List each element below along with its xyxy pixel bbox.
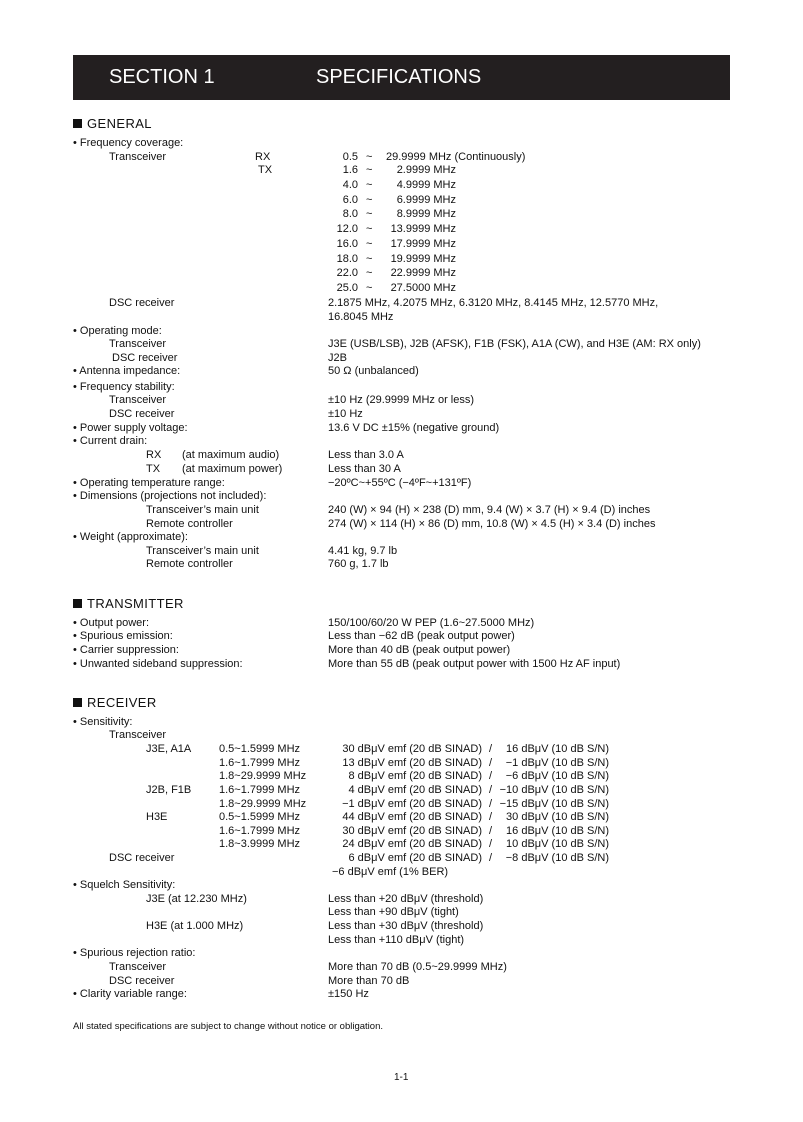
- range-low: 6.0: [342, 194, 358, 206]
- range-high: 2.9999 MHz: [396, 164, 456, 176]
- range-low: 18.0: [336, 253, 358, 265]
- operating-mode-label: • Operating mode:: [73, 325, 162, 337]
- range-tilde: ~: [366, 194, 373, 206]
- range-tilde: ~: [366, 267, 373, 279]
- range-high: 4.9999 MHz: [396, 179, 456, 191]
- operating-mode-transceiver: J3E (USB/LSB), J2B (AFSK), F1B (FSK), A1A (CW), and H3E (AM: RX only): [328, 338, 701, 350]
- square-bullet-icon: [73, 698, 82, 707]
- disclaimer-note: All stated specifications are subject to change without notice or obligation.: [73, 1021, 383, 1032]
- spurious-rejection-dsc: More than 70 dB: [328, 975, 410, 987]
- sensitivity-range: 1.8~3.9999 MHz: [219, 838, 301, 850]
- range-tilde: ~: [366, 223, 373, 235]
- range-low: 16.0: [336, 238, 358, 250]
- carrier-suppression-value: More than 40 dB (peak output power): [328, 644, 511, 656]
- sensitivity-range: 1.6~1.7999 MHz: [219, 784, 301, 796]
- dimensions-label: • Dimensions (projections not included):: [73, 490, 267, 502]
- separator-slash: /: [489, 825, 493, 837]
- sensitivity-sn: −10 dBμV (10 dB S/N): [499, 784, 609, 796]
- range-tilde: ~: [366, 164, 373, 176]
- drain-tx-label: TX: [146, 463, 161, 475]
- range-low: 0.5: [342, 151, 358, 163]
- antenna-impedance-label: • Antenna impedance:: [73, 365, 181, 377]
- frequency-stability-label: • Frequency stability:: [73, 381, 175, 393]
- weight-remote: 760 g, 1.7 lb: [328, 558, 389, 570]
- sensitivity-sn: −1 dBμV (10 dB S/N): [505, 757, 609, 769]
- squelch-label: • Squelch Sensitivity:: [73, 879, 176, 891]
- dsc-frequencies: 2.1875 MHz, 4.2075 MHz, 6.3120 MHz, 8.4145 MHz, 12.5770 MHz,: [328, 297, 659, 309]
- clarity-range-value: ±150 Hz: [328, 988, 369, 1000]
- sensitivity-sn: 10 dBμV (10 dB S/N): [506, 838, 609, 850]
- rx-label: RX: [255, 151, 271, 163]
- square-bullet-icon: [73, 599, 82, 608]
- squelch-h3e-label: H3E (at 1.000 MHz): [146, 920, 244, 932]
- page-number: 1-1: [394, 1072, 409, 1083]
- transceiver-label: Transceiver: [109, 961, 167, 973]
- range-low: 25.0: [336, 282, 358, 294]
- separator-slash: /: [489, 770, 493, 782]
- dimensions-remote: 274 (W) × 114 (H) × 86 (D) mm, 10.8 (W) × 4.5 (H) × 3.4 (D) inches: [328, 518, 656, 530]
- operating-mode-dsc: J2B: [328, 352, 347, 364]
- sensitivity-sn: 16 dBμV (10 dB S/N): [506, 825, 609, 837]
- range-tilde: ~: [366, 282, 373, 294]
- spurious-emission-label: • Spurious emission:: [73, 630, 173, 642]
- separator-slash: /: [489, 784, 493, 796]
- drain-rx-value: Less than 3.0 A: [328, 449, 404, 461]
- transmitter-heading: TRANSMITTER: [73, 596, 184, 611]
- sensitivity-sn: 16 dBμV (10 dB S/N): [506, 743, 609, 755]
- temperature-value: −20ºC~+55ºC (−4ºF~+131ºF): [328, 477, 472, 489]
- sensitivity-emf: 30 dBμV emf (20 dB SINAD): [342, 743, 482, 755]
- sensitivity-sn: 30 dBμV (10 dB S/N): [506, 811, 609, 823]
- receiver-heading: RECEIVER: [73, 695, 157, 710]
- antenna-impedance-value: 50 Ω (unbalanced): [328, 365, 419, 377]
- sensitivity-mode: J2B, F1B: [146, 784, 192, 796]
- current-drain-label: • Current drain:: [73, 435, 148, 447]
- range-tilde: ~: [366, 151, 373, 163]
- range-tilde: ~: [366, 179, 373, 191]
- page-title: SPECIFICATIONS: [316, 66, 482, 88]
- drain-tx-value: Less than 30 A: [328, 463, 401, 475]
- range-high: 27.5000 MHz: [390, 282, 456, 294]
- freq-coverage-label: • Frequency coverage:: [73, 137, 184, 149]
- spurious-emission-value: Less than −62 dB (peak output power): [328, 630, 515, 642]
- separator-slash: /: [489, 743, 493, 755]
- sensitivity-emf: 8 dBμV emf (20 dB SINAD): [348, 770, 482, 782]
- range-high: 8.9999 MHz: [396, 208, 456, 220]
- output-power-label: • Output power:: [73, 617, 150, 629]
- sensitivity-range: 1.8~29.9999 MHz: [219, 798, 307, 810]
- weight-label: • Weight (approximate):: [73, 531, 188, 543]
- range-high: 13.9999 MHz: [390, 223, 456, 235]
- weight-main-unit: 4.41 kg, 9.7 lb: [328, 545, 398, 557]
- sensitivity-emf: 13 dBμV emf (20 dB SINAD): [342, 757, 482, 769]
- range-low: 1.6: [342, 164, 358, 176]
- separator-slash: /: [489, 798, 493, 810]
- range-tilde: ~: [366, 238, 373, 250]
- dsc-sensitivity-emf: 6 dBμV emf (20 dB SINAD): [348, 852, 482, 864]
- dimensions-main-unit: 240 (W) × 94 (H) × 238 (D) mm, 9.4 (W) × 3.7 (H) × 9.4 (D) inches: [328, 504, 651, 516]
- sensitivity-emf: 4 dBμV emf (20 dB SINAD): [348, 784, 482, 796]
- sensitivity-mode: H3E: [146, 811, 168, 823]
- range-high: 6.9999 MHz: [396, 194, 456, 206]
- range-low: 12.0: [336, 223, 358, 235]
- range-high: 29.9999 MHz (Continuously): [386, 151, 526, 163]
- sideband-suppression-value: More than 55 dB (peak output power with 1500 Hz AF input): [328, 658, 621, 670]
- drain-rx-label: RX: [146, 449, 162, 461]
- transceiver-label: Transceiver: [109, 338, 167, 350]
- transceiver-label: Transceiver: [109, 729, 167, 741]
- dsc-receiver-label: DSC receiver: [109, 297, 175, 309]
- sideband-suppression-label: • Unwanted sideband suppression:: [73, 658, 243, 670]
- transceiver-label: Transceiver: [109, 394, 167, 406]
- sensitivity-sn: −6 dBμV (10 dB S/N): [505, 770, 609, 782]
- sensitivity-mode: J3E, A1A: [146, 743, 192, 755]
- carrier-suppression-label: • Carrier suppression:: [73, 644, 179, 656]
- dsc-sensitivity-ber: −6 dBμV emf (1% BER): [332, 866, 449, 878]
- sensitivity-range: 0.5~1.5999 MHz: [219, 811, 301, 823]
- range-tilde: ~: [366, 208, 373, 220]
- dsc-receiver-label: DSC receiver: [112, 352, 178, 364]
- separator-slash: /: [489, 811, 493, 823]
- sensitivity-range: 0.5~1.5999 MHz: [219, 743, 301, 755]
- sensitivity-range: 1.6~1.7999 MHz: [219, 757, 301, 769]
- clarity-range-label: • Clarity variable range:: [73, 988, 187, 1000]
- dsc-receiver-label: DSC receiver: [109, 975, 175, 987]
- squelch-j3e-tight: Less than +90 dBμV (tight): [328, 906, 459, 918]
- squelch-j3e-label: J3E (at 12.230 MHz): [146, 893, 247, 905]
- sensitivity-range: 1.8~29.9999 MHz: [219, 770, 307, 782]
- dsc-receiver-label: DSC receiver: [109, 852, 175, 864]
- remote-controller-label: Remote controller: [146, 558, 233, 570]
- spurious-rejection-label: • Spurious rejection ratio:: [73, 947, 196, 959]
- power-supply-label: • Power supply voltage:: [73, 422, 188, 434]
- sensitivity-label: • Sensitivity:: [73, 716, 133, 728]
- main-unit-label: Transceiver’s main unit: [146, 504, 259, 516]
- stability-dsc: ±10 Hz: [328, 408, 363, 420]
- temperature-label: • Operating temperature range:: [73, 477, 225, 489]
- separator-slash: /: [489, 852, 493, 864]
- range-low: 8.0: [342, 208, 358, 220]
- square-bullet-icon: [73, 119, 82, 128]
- output-power-value: 150/100/60/20 W PEP (1.6~27.5000 MHz): [328, 617, 535, 629]
- tx-label: TX: [258, 164, 273, 176]
- dsc-sensitivity-sn: −8 dBμV (10 dB S/N): [505, 852, 609, 864]
- dsc-receiver-label: DSC receiver: [109, 408, 175, 420]
- transceiver-label: Transceiver: [109, 151, 167, 163]
- general-heading: GENERAL: [73, 116, 152, 131]
- range-tilde: ~: [366, 253, 373, 265]
- squelch-j3e-threshold: Less than +20 dBμV (threshold): [328, 893, 484, 905]
- range-low: 4.0: [342, 179, 358, 191]
- range-low: 22.0: [336, 267, 358, 279]
- section-number: SECTION 1: [109, 66, 215, 88]
- spurious-rejection-transceiver: More than 70 dB (0.5~29.9999 MHz): [328, 961, 507, 973]
- power-supply-value: 13.6 V DC ±15% (negative ground): [328, 422, 500, 434]
- range-high: 22.9999 MHz: [390, 267, 456, 279]
- dsc-frequencies-cont: 16.8045 MHz: [328, 311, 394, 323]
- sensitivity-emf: 44 dBμV emf (20 dB SINAD): [342, 811, 482, 823]
- sensitivity-sn: −15 dBμV (10 dB S/N): [499, 798, 609, 810]
- sensitivity-emf: −1 dBμV emf (20 dB SINAD): [342, 798, 482, 810]
- squelch-h3e-tight: Less than +110 dBμV (tight): [328, 934, 465, 946]
- stability-transceiver: ±10 Hz (29.9999 MHz or less): [328, 394, 475, 406]
- remote-controller-label: Remote controller: [146, 518, 233, 530]
- range-high: 17.9999 MHz: [390, 238, 456, 250]
- main-unit-label: Transceiver’s main unit: [146, 545, 259, 557]
- section-banner: [73, 55, 730, 100]
- squelch-h3e-threshold: Less than +30 dBμV (threshold): [328, 920, 484, 932]
- range-high: 19.9999 MHz: [390, 253, 456, 265]
- sensitivity-range: 1.6~1.7999 MHz: [219, 825, 301, 837]
- separator-slash: /: [489, 838, 493, 850]
- separator-slash: /: [489, 757, 493, 769]
- drain-tx-condition: (at maximum power): [182, 463, 283, 475]
- sensitivity-emf: 30 dBμV emf (20 dB SINAD): [342, 825, 482, 837]
- sensitivity-emf: 24 dBμV emf (20 dB SINAD): [342, 838, 482, 850]
- drain-rx-condition: (at maximum audio): [182, 449, 280, 461]
